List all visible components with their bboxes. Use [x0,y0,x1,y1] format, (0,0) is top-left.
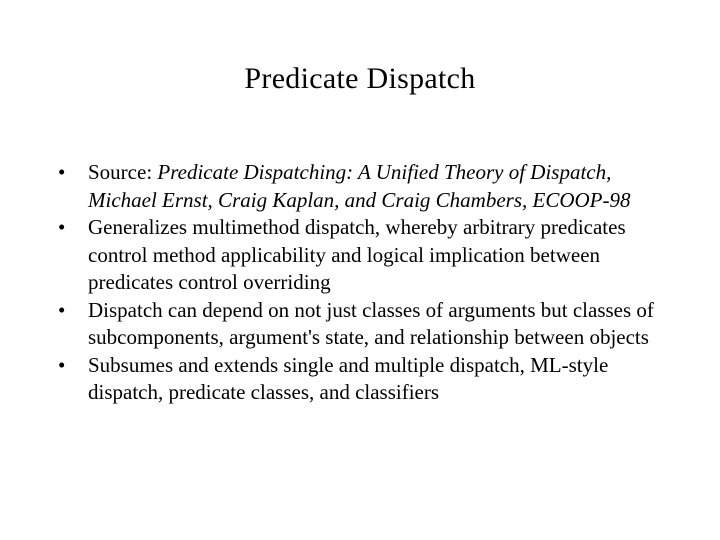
slide-title: Predicate Dispatch [244,62,476,95]
bullet-source-prefix: Source: [88,160,158,184]
bullet-dispatch-depends [58,297,658,352]
bullet-source-citation: Predicate Dispatching: A Unified Theory of Dispatch, Michael Ernst, Craig Kaplan, and Craig Chambers, ECOOP-98 [88,160,631,212]
bullet-source [58,159,658,214]
bullet-marker: • [58,297,66,322]
bullet-dispatch-depends-text: Dispatch can depend on not just classes of arguments but classes of subcomponents, argument's state, and relationship between objects [88,297,654,349]
bullet-generalizes-text: Generalizes multimethod dispatch, whereby arbitrary predicates control method applicability and logical implication between predicates control overriding [88,215,626,294]
bullet-marker: • [58,160,66,184]
bullet-list [58,159,658,407]
bullet-marker: • [58,215,66,239]
bullet-subsumes [58,352,658,407]
bullet-subsumes-text: Subsumes and extends single and multiple dispatch, ML-style dispatch, predicate classes, and classifiers [88,352,609,404]
bullet-marker: • [58,352,66,377]
bullet-generalizes [58,214,658,297]
